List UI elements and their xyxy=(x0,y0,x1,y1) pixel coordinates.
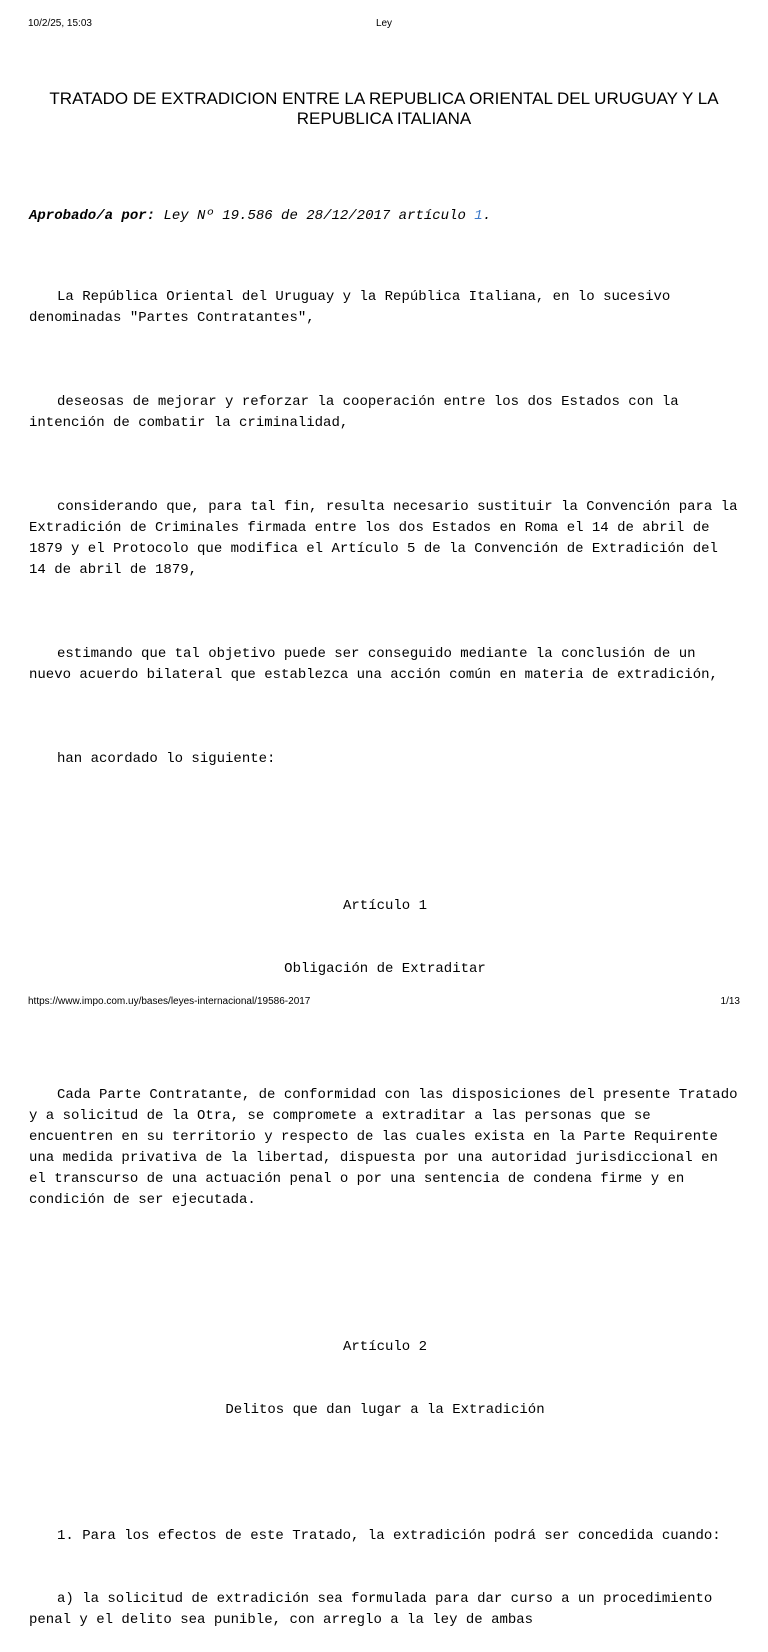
approved-text: Ley Nº 19.586 de 28/12/2017 artículo xyxy=(163,208,466,224)
print-url: https://www.impo.com.uy/bases/leyes-internacional/19586-2017 xyxy=(28,996,311,1007)
approved-article-link[interactable]: 1 xyxy=(474,208,483,224)
print-page-title: Ley xyxy=(375,18,393,29)
preamble-paragraph: considerando que, para tal fin, resulta necesario sustituir la Convención para la Extradición de Criminales firmada entre los dos Estados en Roma el 14 de abril de 1879 y el Protocolo que modifica el Artículo 5 de la Convención de Extradición del 14 de abril de 1879, xyxy=(29,499,746,578)
preamble-paragraph: han acordado lo siguiente: xyxy=(57,751,276,767)
preamble-paragraph: estimando que tal objetivo puede ser conseguido mediante la conclusión de un nuevo acuerdo bilateral que establezca una acción común en materia de extradición, xyxy=(29,646,718,683)
print-page-number: 1/13 xyxy=(720,996,740,1007)
article-subitem: a) la solicitud de extradición sea formulada para dar curso a un procedimiento penal y el delito sea punible, con arreglo a la ley de ambas xyxy=(29,1591,721,1628)
approved-label: Aprobado/a por: xyxy=(29,208,156,224)
article-heading: Delitos que dan lugar a la Extradición xyxy=(225,1402,545,1418)
article-heading: Obligación de Extraditar xyxy=(284,961,486,977)
document-body xyxy=(29,245,746,1652)
document-title: TRATADO DE EXTRADICION ENTRE LA REPUBLICA ORIENTAL DEL URUGUAY Y LA REPUBLICA ITALIANA xyxy=(49,89,719,128)
print-footer xyxy=(28,994,740,1010)
article-number: Artículo 2 xyxy=(342,1339,427,1355)
print-datetime: 10/2/25, 15:03 xyxy=(28,18,92,29)
preamble-paragraph: deseosas de mejorar y reforzar la cooperación entre los dos Estados con la intención de combatir la criminalidad, xyxy=(29,394,688,431)
print-header xyxy=(28,16,740,32)
article-2-heading-block xyxy=(29,1295,741,1463)
article-item: 1. Para los efectos de este Tratado, la extradición podrá ser concedida cuando: xyxy=(57,1528,721,1544)
article-number: Artículo 1 xyxy=(342,898,427,914)
preamble-paragraph: La República Oriental del Uruguay y la República Italiana, en lo sucesivo denominadas "Partes Contratantes", xyxy=(29,289,679,326)
approved-end: . xyxy=(482,208,492,224)
approved-line xyxy=(29,206,741,227)
article-text: Cada Parte Contratante, de conformidad con las disposiciones del presente Tratado y a solicitud de la Otra, se compromete a extraditar a las personas que se encuentren en su territorio y respecto de las cuales exista en la Parte Requirente una medida privativa de la libertad, dispuesta por una autoridad jurisdiccional en el transcurso de una actuación penal o por una sentencia de condena firme y en condición de ser ejecutada. xyxy=(29,1087,746,1208)
